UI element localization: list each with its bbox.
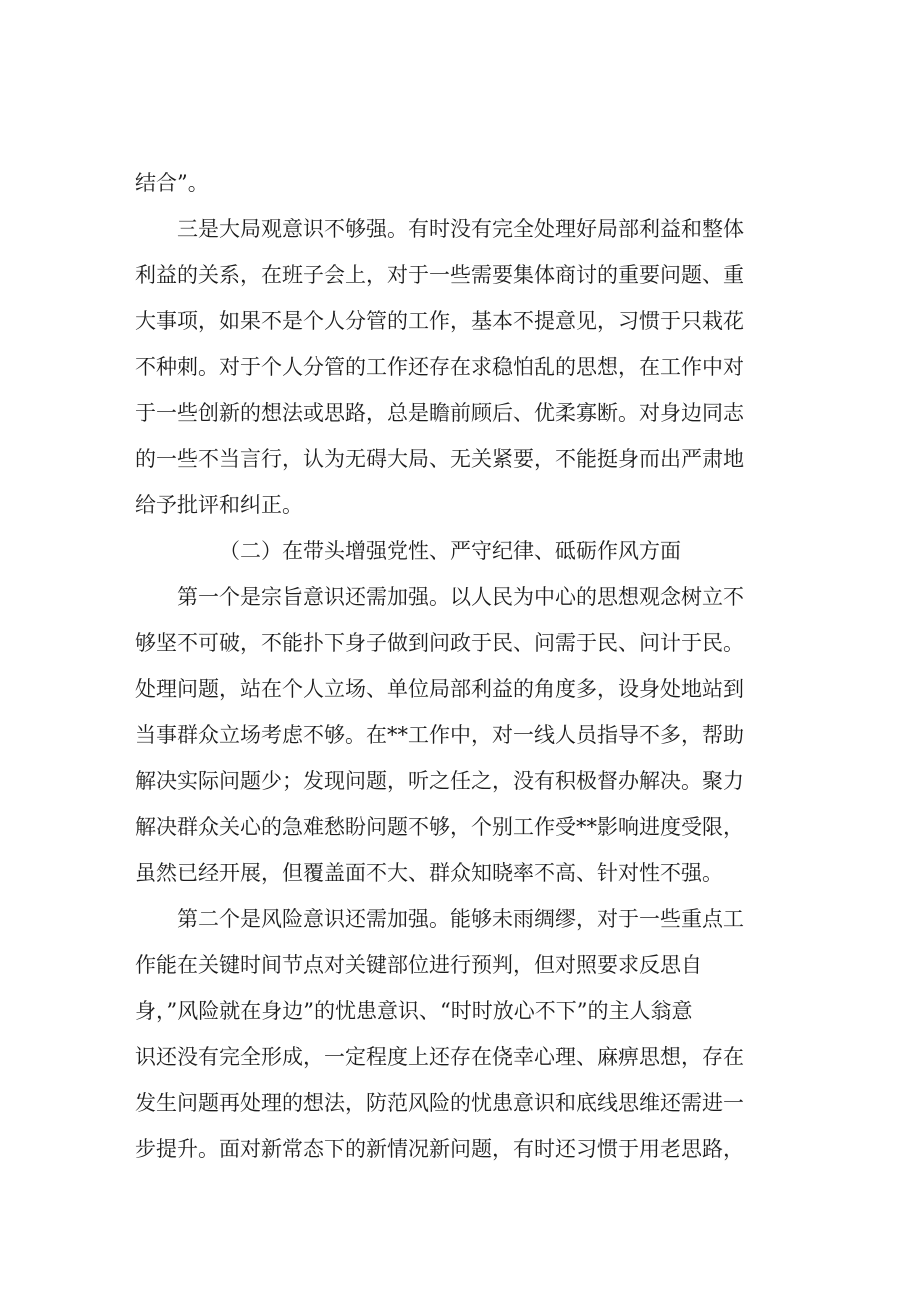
document-body xyxy=(135,160,795,1172)
text-line: 虽然已经开展，但覆盖面不大、群众知晓率不高、针对性不强。 xyxy=(135,861,723,885)
text-line: 身，”风险就在身边”的忧患意识、“时时放心不下”的主人翁意 xyxy=(135,999,693,1023)
paragraph-risk-awareness xyxy=(135,896,795,1172)
text-line: 识还没有完全形成，一定程度上还存在侥幸心理、麻痹思想，存在 xyxy=(135,1045,744,1069)
paragraph-purpose-awareness xyxy=(135,574,795,896)
text-line: 第二个是风险意识还需加强。能够未雨绸缪，对于一些重点工 xyxy=(177,907,744,931)
text-line: 结合”。 xyxy=(135,171,209,195)
text-line: 步提升。面对新常态下的新情况新问题，有时还习惯于用老思路， xyxy=(135,1137,744,1161)
text-line: 给予批评和纠正。 xyxy=(135,493,303,517)
text-line: 发生问题再处理的想法，防范风险的忧患意识和底线思维还需进一 xyxy=(135,1091,744,1115)
text-line: 于一些创新的想法或思路，总是瞻前顾后、优柔寡断。对身边同志 xyxy=(135,401,744,425)
text-line: 利益的关系，在班子会上，对于一些需要集体商讨的重要问题、重 xyxy=(135,263,744,287)
text-line: 处理问题，站在个人立场、单位局部利益的角度多，设身处地站到 xyxy=(135,677,744,701)
paragraph-overall-view xyxy=(135,206,795,528)
text-line: 大事项，如果不是个人分管的工作，基本不提意见，习惯于只栽花 xyxy=(135,309,744,333)
paragraph-continuation xyxy=(135,160,795,206)
text-line: 当事群众立场考虑不够。在**工作中，对一线人员指导不多，帮助 xyxy=(135,723,744,747)
section-heading-text: （二）在带头增强党性、严守纪律、砥砺作风方面 xyxy=(219,539,681,563)
text-line: 够坚不可破，不能扑下身子做到问政于民、问需于民、问计于民。 xyxy=(135,631,744,655)
text-line: 作能在关键时间节点对关键部位进行预判，但对照要求反思自 xyxy=(135,953,702,977)
text-line: 解决实际问题少；发现问题，听之任之，没有积极督办解决。聚力 xyxy=(135,769,744,793)
text-line: 不种刺。对于个人分管的工作还存在求稳怕乱的思想，在工作中对 xyxy=(135,355,744,379)
text-line: 第一个是宗旨意识还需加强。以人民为中心的思想观念树立不 xyxy=(177,585,744,609)
section-heading xyxy=(135,528,795,574)
text-line: 的一些不当言行，认为无碍大局、无关紧要，不能挺身而出严肃地 xyxy=(135,447,744,471)
text-line: 三是大局观意识不够强。有时没有完全处理好局部利益和整体 xyxy=(177,217,744,241)
text-line: 解决群众关心的急难愁盼问题不够，个别工作受**影响进度受限， xyxy=(135,815,744,839)
